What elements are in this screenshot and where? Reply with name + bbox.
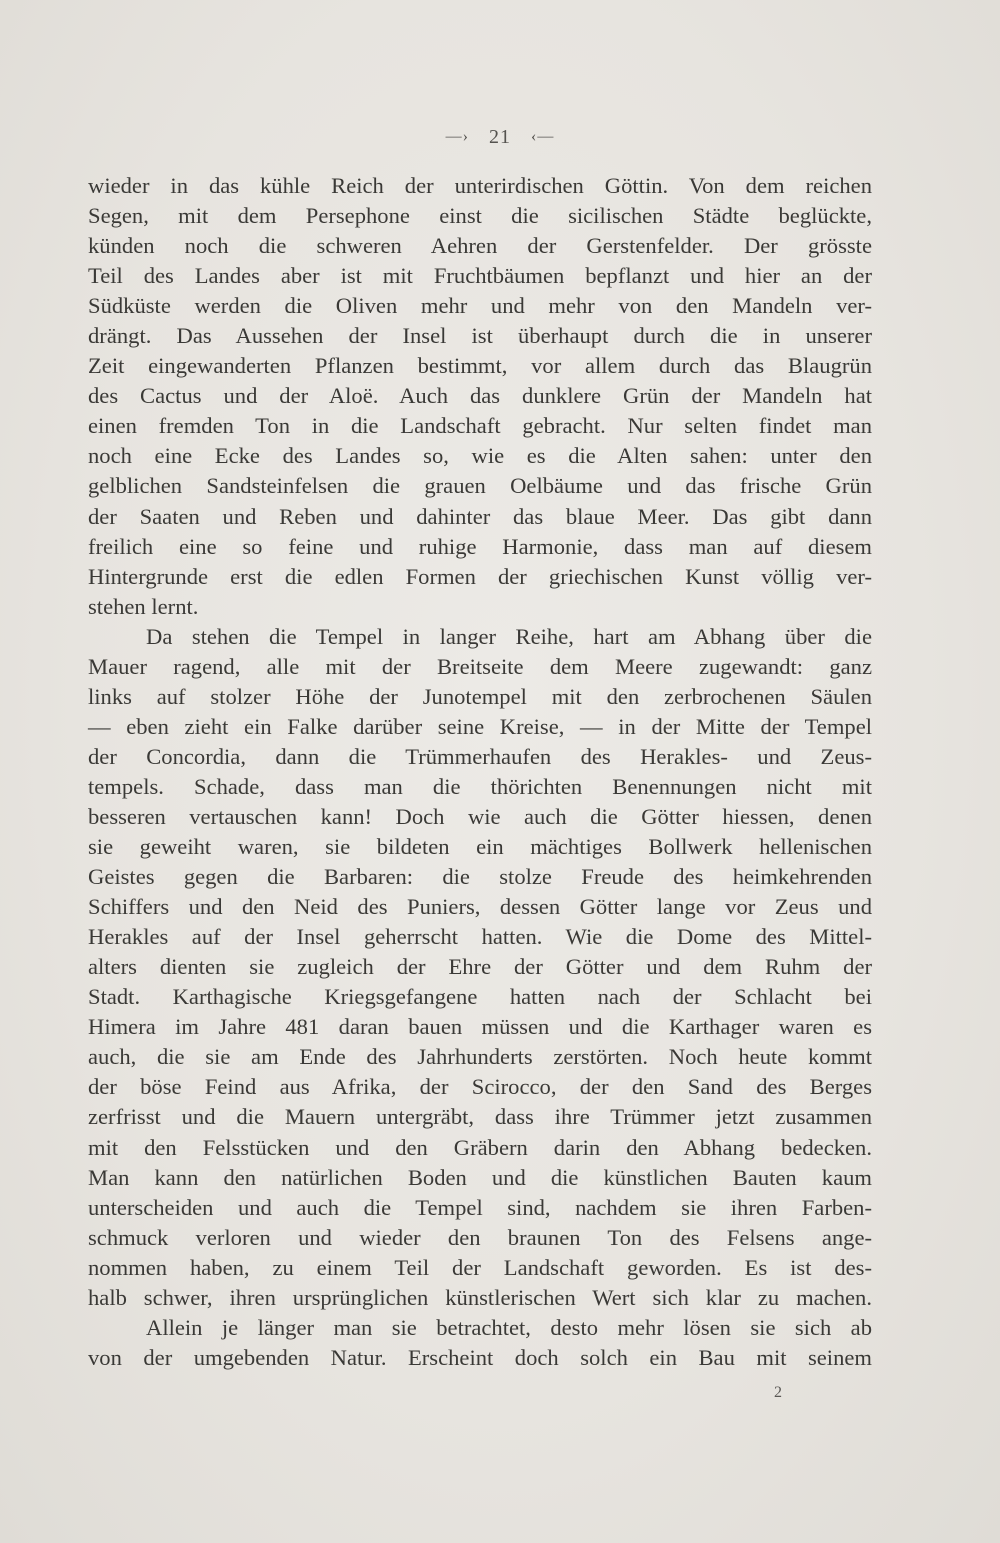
text-line: mit den Felsstücken und den Gräbern darin den Abhang bedecken.	[88, 1134, 872, 1160]
text-line: wieder in das kühle Reich der unterirdischen Göttin. Von dem reichen	[88, 173, 872, 198]
text-line: — eben zieht ein Falke darüber seine Kreise, — in der Mitte der Tempel	[88, 713, 872, 739]
text-line: Mauer ragend, alle mit der Breitseite dem Meere zugewandt: ganz	[88, 653, 872, 679]
text-line: Segen, mit dem Persephone einst die sicilischen Städte beglückte,	[88, 203, 872, 229]
text-line: halb schwer, ihren ursprünglichen künstlerischen Wert sich klar zu machen.	[88, 1284, 872, 1310]
text-line: freilich eine so feine und ruhige Harmonie, dass man auf diesem	[88, 533, 872, 559]
page-number: 21	[489, 126, 511, 148]
text-line: Herakles auf der Insel geherrscht hatten. Wie die Dome des Mittel-	[88, 924, 872, 950]
text-line: Schiffers und den Neid des Puniers, dessen Götter lange vor Zeus und	[88, 894, 872, 920]
header-right-ornament: ‹—	[531, 128, 555, 145]
text-line: zerfrisst und die Mauern untergräbt, dass ihre Trümmer jetzt zusammen	[88, 1104, 872, 1130]
text-line: Teil des Landes aber ist mit Fruchtbäumen bepflanzt und hier an der	[88, 263, 872, 289]
text-line: einen fremden Ton in die Landschaft gebracht. Nur selten findet man	[88, 413, 872, 439]
paragraph-start: Da stehen die Tempel in langer Reihe, hart am Abhang über die	[146, 623, 872, 649]
text-line: unterscheiden und auch die Tempel sind, nachdem sie ihren Farben-	[88, 1194, 872, 1220]
text-line: nommen haben, zu einem Teil der Landschaft geworden. Es ist des-	[88, 1254, 872, 1280]
text-line: Südküste werden die Oliven mehr und mehr von den Mandeln ver-	[88, 293, 872, 319]
text-line: der Saaten und Reben und dahinter das blaue Meer. Das gibt dann	[88, 503, 872, 529]
text-line: drängt. Das Aussehen der Insel ist überhaupt durch die in unserer	[88, 323, 872, 349]
text-line: Geistes gegen die Barbaren: die stolze Freude des heimkehrenden	[88, 864, 872, 890]
text-line: Himera im Jahre 481 daran bauen müssen und die Karthager waren es	[88, 1014, 872, 1040]
text-line: tempels. Schade, dass man die thörichten Benennungen nicht mit	[88, 773, 872, 799]
text-line: auch, die sie am Ende des Jahrhunderts zerstörten. Noch heute kommt	[88, 1044, 872, 1070]
body-text	[88, 171, 872, 1373]
text-line: der böse Feind aus Afrika, der Scirocco, der den Sand des Berges	[88, 1074, 872, 1100]
text-line: Man kann den natürlichen Boden und die künstlichen Bauten kaum	[88, 1164, 872, 1190]
page-header	[0, 126, 1000, 149]
text-line: des Cactus und der Aloë. Auch das dunklere Grün der Mandeln hat	[88, 383, 872, 409]
text-line: stehen lernt.	[88, 593, 199, 619]
text-line: noch eine Ecke des Landes so, wie es die Alten sahen: unter den	[88, 443, 872, 469]
header-left-ornament: —›	[445, 128, 469, 145]
text-line: künden noch die schweren Aehren der Gerstenfelder. Der grösste	[88, 233, 872, 259]
text-line: schmuck verloren und wieder den braunen Ton des Felsens ange-	[88, 1224, 872, 1250]
text-line: links auf stolzer Höhe der Junotempel mit den zerbrochenen Säulen	[88, 683, 872, 709]
text-line: von der umgebenden Natur. Erscheint doch solch ein Bau mit seinem	[88, 1344, 872, 1370]
text-line: Hintergrunde erst die edlen Formen der griechischen Kunst völlig ver-	[88, 563, 872, 589]
text-line: gelblichen Sandsteinfelsen die grauen Oelbäume und das frische Grün	[88, 473, 872, 499]
text-line: alters dienten sie zugleich der Ehre der Götter und dem Ruhm der	[88, 954, 872, 980]
text-line: sie geweiht waren, sie bildeten ein mächtiges Bollwerk hellenischen	[88, 834, 872, 860]
paragraph-start: Allein je länger man sie betrachtet, desto mehr lösen sie sich ab	[146, 1314, 872, 1340]
text-line: Zeit eingewanderten Pflanzen bestimmt, vor allem durch das Blaugrün	[88, 353, 872, 379]
text-line: besseren vertauschen kann! Doch wie auch die Götter hiessen, denen	[88, 803, 872, 829]
signature-mark: 2	[774, 1384, 782, 1401]
text-line: der Concordia, dann die Trümmerhaufen des Herakles- und Zeus-	[88, 743, 872, 769]
text-line: Stadt. Karthagische Kriegsgefangene hatten nach der Schlacht bei	[88, 984, 872, 1010]
